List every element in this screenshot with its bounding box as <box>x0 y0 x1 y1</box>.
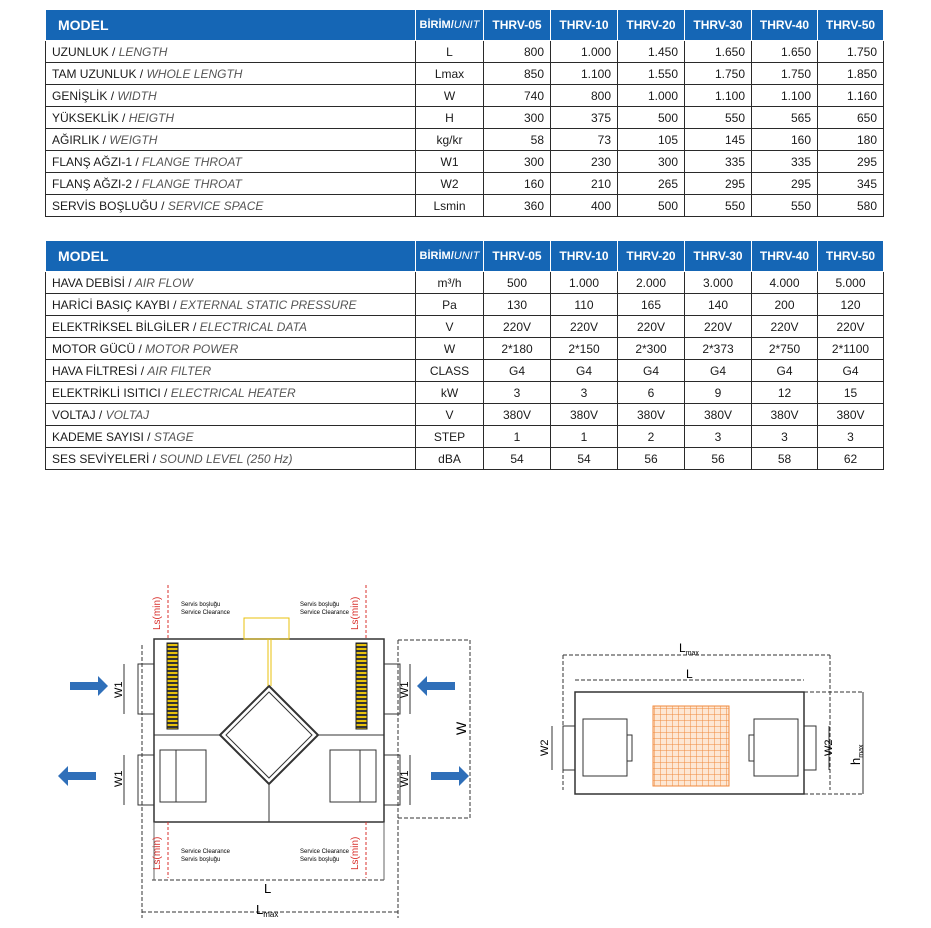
value-cell: 3 <box>685 426 752 448</box>
top-view-labels <box>113 597 469 919</box>
value-cell: G4 <box>618 360 685 382</box>
value-cell: 180 <box>818 129 884 151</box>
l-label: L <box>686 667 693 681</box>
value-cell: 375 <box>551 107 618 129</box>
value-cell: 6 <box>618 382 685 404</box>
value-cell: 210 <box>551 173 618 195</box>
row-label: FLANŞ AĞZI-2 / FLANGE THROAT <box>46 173 416 195</box>
row-label: MOTOR GÜCÜ / MOTOR POWER <box>46 338 416 360</box>
value-cell: 9 <box>685 382 752 404</box>
service-label: Service Clearance <box>300 610 350 616</box>
value-cell: 500 <box>618 195 685 217</box>
row-label: AĞIRLIK / WEIGTH <box>46 129 416 151</box>
unit-cell: kW <box>416 382 484 404</box>
value-cell: 400 <box>551 195 618 217</box>
service-label: Service Clearance <box>181 610 231 616</box>
model-header: MODEL <box>46 241 416 272</box>
value-cell: 380V <box>484 404 551 426</box>
value-cell: 12 <box>752 382 818 404</box>
row-label: GENİŞLİK / WIDTH <box>46 85 416 107</box>
value-cell: G4 <box>818 360 884 382</box>
value-cell: 220V <box>685 316 752 338</box>
unit-cell: kg/kr <box>416 129 484 151</box>
row-label: VOLTAJ / VOLTAJ <box>46 404 416 426</box>
column-header: THRV-10 <box>551 10 618 41</box>
row-label: FLANŞ AĞZI-1 / FLANGE THROAT <box>46 151 416 173</box>
value-cell: 73 <box>551 129 618 151</box>
value-cell: 140 <box>685 294 752 316</box>
value-cell: 130 <box>484 294 551 316</box>
w2-label: W2 <box>539 739 551 756</box>
value-cell: 650 <box>818 107 884 129</box>
column-header: THRV-30 <box>685 10 752 41</box>
value-cell: 2*300 <box>618 338 685 360</box>
value-cell: 160 <box>484 173 551 195</box>
service-label: Service Clearance <box>181 849 231 855</box>
service-label: Servis boşluğu <box>300 857 340 863</box>
unit-cell: Pa <box>416 294 484 316</box>
value-cell: 1.750 <box>752 63 818 85</box>
value-cell: 3 <box>551 382 618 404</box>
unit-cell: dBA <box>416 448 484 470</box>
value-cell: 4.000 <box>752 272 818 294</box>
unit-cell: W1 <box>416 151 484 173</box>
hmax-label: $h_{max}$ <box>848 744 865 765</box>
value-cell: 145 <box>685 129 752 151</box>
value-cell: 500 <box>618 107 685 129</box>
value-cell: 220V <box>484 316 551 338</box>
value-cell: 58 <box>484 129 551 151</box>
value-cell: 2*150 <box>551 338 618 360</box>
lmax-label: $L_{max}$ <box>679 641 699 657</box>
w1-label: W1 <box>113 770 125 787</box>
unit-cell: L <box>416 41 484 63</box>
value-cell: 220V <box>818 316 884 338</box>
value-cell: 160 <box>752 129 818 151</box>
w-label: W <box>453 721 469 735</box>
value-cell: 1.550 <box>618 63 685 85</box>
row-label: UZUNLUK / LENGTH <box>46 41 416 63</box>
w2-label: W2 <box>823 739 835 756</box>
value-cell: 500 <box>484 272 551 294</box>
value-cell: G4 <box>685 360 752 382</box>
row-label: ELEKTRİKLİ ISITICI / ELECTRICAL HEATER <box>46 382 416 404</box>
value-cell: 56 <box>685 448 752 470</box>
value-cell: 380V <box>818 404 884 426</box>
row-label: ELEKTRİKSEL BİLGİLER / ELECTRICAL DATA <box>46 316 416 338</box>
value-cell: 1.650 <box>752 41 818 63</box>
unit-cell: V <box>416 404 484 426</box>
value-cell: 230 <box>551 151 618 173</box>
value-cell: 54 <box>551 448 618 470</box>
value-cell: 1.750 <box>818 41 884 63</box>
value-cell: 3 <box>818 426 884 448</box>
value-cell: 335 <box>685 151 752 173</box>
row-label: KADEME SAYISI / STAGE <box>46 426 416 448</box>
value-cell: 2.000 <box>618 272 685 294</box>
value-cell: 265 <box>618 173 685 195</box>
unit-cell: m³/h <box>416 272 484 294</box>
value-cell: 1.100 <box>551 63 618 85</box>
value-cell: 550 <box>685 195 752 217</box>
value-cell: 220V <box>752 316 818 338</box>
value-cell: G4 <box>484 360 551 382</box>
value-cell: 2*750 <box>752 338 818 360</box>
value-cell: 335 <box>752 151 818 173</box>
w1-label: W1 <box>113 681 125 698</box>
value-cell: 580 <box>818 195 884 217</box>
value-cell: 120 <box>818 294 884 316</box>
row-label: HARİCİ BASIÇ KAYBI / EXTERNAL STATIC PRESSURE <box>46 294 416 316</box>
unit-cell: Lmax <box>416 63 484 85</box>
value-cell: 3.000 <box>685 272 752 294</box>
value-cell: 1 <box>484 426 551 448</box>
value-cell: G4 <box>752 360 818 382</box>
row-label: HAVA DEBİSİ / AIR FLOW <box>46 272 416 294</box>
lmax-label: $L_{max}$ <box>256 902 279 919</box>
ls-min-label: Ls(min) <box>350 836 361 870</box>
value-cell: 300 <box>618 151 685 173</box>
value-cell: 200 <box>752 294 818 316</box>
value-cell: 3 <box>484 382 551 404</box>
service-label: Servis boşluğu <box>181 602 221 608</box>
w1-label: W1 <box>399 770 411 787</box>
value-cell: 295 <box>752 173 818 195</box>
column-header: THRV-40 <box>752 241 818 272</box>
value-cell: 105 <box>618 129 685 151</box>
ls-min-label: Ls(min) <box>152 836 163 870</box>
unit-cell: W <box>416 338 484 360</box>
top-view-drawing <box>124 585 470 918</box>
unit-cell: W <box>416 85 484 107</box>
column-header: THRV-20 <box>618 241 685 272</box>
unit-cell: V <box>416 316 484 338</box>
value-cell: 1.850 <box>818 63 884 85</box>
value-cell: 220V <box>551 316 618 338</box>
unit-cell: W2 <box>416 173 484 195</box>
value-cell: 2*1100 <box>818 338 884 360</box>
row-label: HAVA FİLTRESİ / AIR FILTER <box>46 360 416 382</box>
column-header: THRV-20 <box>618 10 685 41</box>
column-header: THRV-50 <box>818 241 884 272</box>
value-cell: 3 <box>752 426 818 448</box>
value-cell: 740 <box>484 85 551 107</box>
value-cell: 1.750 <box>685 63 752 85</box>
value-cell: 380V <box>551 404 618 426</box>
value-cell: 15 <box>818 382 884 404</box>
value-cell: 850 <box>484 63 551 85</box>
value-cell: G4 <box>551 360 618 382</box>
value-cell: 360 <box>484 195 551 217</box>
column-header: THRV-10 <box>551 241 618 272</box>
value-cell: 62 <box>818 448 884 470</box>
value-cell: 380V <box>752 404 818 426</box>
value-cell: 380V <box>618 404 685 426</box>
unit-cell: STEP <box>416 426 484 448</box>
row-label: TAM UZUNLUK / WHOLE LENGTH <box>46 63 416 85</box>
unit-cell: Lsmin <box>416 195 484 217</box>
value-cell: 220V <box>618 316 685 338</box>
unit-cell: H <box>416 107 484 129</box>
side-view-drawing <box>552 655 863 794</box>
column-header: THRV-05 <box>484 10 551 41</box>
column-header: THRV-40 <box>752 10 818 41</box>
value-cell: 2*373 <box>685 338 752 360</box>
value-cell: 5.000 <box>818 272 884 294</box>
model-header: MODEL <box>46 10 416 41</box>
value-cell: 1.000 <box>618 85 685 107</box>
value-cell: 800 <box>551 85 618 107</box>
row-label: SES SEVİYELERİ / SOUND LEVEL (250 Hz) <box>46 448 416 470</box>
value-cell: 165 <box>618 294 685 316</box>
w1-label: W1 <box>399 681 411 698</box>
unit-header: BİRİM/UNIT <box>416 10 484 41</box>
value-cell: 1 <box>551 426 618 448</box>
value-cell: 58 <box>752 448 818 470</box>
value-cell: 1.160 <box>818 85 884 107</box>
value-cell: 1.100 <box>752 85 818 107</box>
value-cell: 2*180 <box>484 338 551 360</box>
value-cell: 565 <box>752 107 818 129</box>
value-cell: 1.000 <box>551 41 618 63</box>
service-label: Servis boşluğu <box>300 602 340 608</box>
value-cell: 1.450 <box>618 41 685 63</box>
column-header: THRV-30 <box>685 241 752 272</box>
value-cell: 800 <box>484 41 551 63</box>
service-label: Servis boşluğu <box>181 857 221 863</box>
value-cell: 550 <box>685 107 752 129</box>
value-cell: 1.000 <box>551 272 618 294</box>
value-cell: 1.650 <box>685 41 752 63</box>
ls-min-label: Ls(min) <box>152 596 163 630</box>
unit-header: BİRİM/UNIT <box>416 241 484 272</box>
value-cell: 345 <box>818 173 884 195</box>
value-cell: 300 <box>484 107 551 129</box>
ls-min-label: Ls(min) <box>350 596 361 630</box>
value-cell: 380V <box>685 404 752 426</box>
value-cell: 1.100 <box>685 85 752 107</box>
l-label: L <box>264 881 272 896</box>
unit-cell: CLASS <box>416 360 484 382</box>
column-header: THRV-05 <box>484 241 551 272</box>
value-cell: 110 <box>551 294 618 316</box>
value-cell: 295 <box>818 151 884 173</box>
column-header: THRV-50 <box>818 10 884 41</box>
row-label: SERVİS BOŞLUĞU / SERVICE SPACE <box>46 195 416 217</box>
value-cell: 295 <box>685 173 752 195</box>
value-cell: 300 <box>484 151 551 173</box>
value-cell: 550 <box>752 195 818 217</box>
value-cell: 56 <box>618 448 685 470</box>
service-label: Service Clearance <box>300 849 350 855</box>
value-cell: 2 <box>618 426 685 448</box>
row-label: YÜKSEKLİK / HEIGTH <box>46 107 416 129</box>
value-cell: 54 <box>484 448 551 470</box>
